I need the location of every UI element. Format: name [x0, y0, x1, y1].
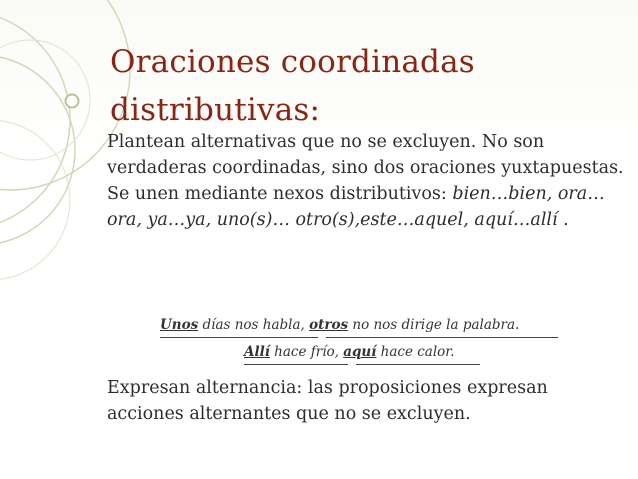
- example-1-underline-a: [160, 337, 318, 338]
- paragraph-1: Plantean alternativas que no se excluyen. No son verdaderas coordinadas, sino dos oraciones yuxtapuestas.: [107, 132, 624, 178]
- slide-title: Oraciones coordinadas distributivas:: [110, 44, 475, 128]
- example-2-underline-a: [244, 364, 348, 365]
- example-1-keyword-1: Unos: [160, 317, 199, 333]
- distributive-links: bien…bien, ora…ora, ya…ya, uno(s)… otro(s),este…aquel, aquí…allí: [107, 184, 605, 230]
- example-1-keyword-2: otros: [309, 317, 349, 333]
- example-1-text-1: días nos habla,: [198, 317, 310, 333]
- paragraph-2-tail: .: [557, 210, 569, 230]
- slide-body: [107, 129, 627, 233]
- example-2-underline-b: [356, 364, 480, 365]
- example-sentence-2: [244, 341, 544, 363]
- paragraph-2-lead: Se unen mediante nexos distributivos:: [107, 184, 453, 204]
- example-1-text-2: no nos dirige la palabra.: [348, 317, 520, 333]
- example-2-keyword-1: Allí: [244, 344, 270, 360]
- example-2-text-2: hace calor.: [376, 344, 455, 360]
- example-2-text-1: hace frío,: [269, 344, 344, 360]
- example-sentence-1: [160, 314, 620, 336]
- example-1-underline-b: [326, 337, 558, 338]
- paragraph-2: [107, 181, 627, 233]
- example-2-keyword-2: aquí: [343, 344, 377, 360]
- paragraph-3: Expresan alternancia: las proposiciones expresan acciones alternantes que no se excluyen.: [107, 378, 548, 424]
